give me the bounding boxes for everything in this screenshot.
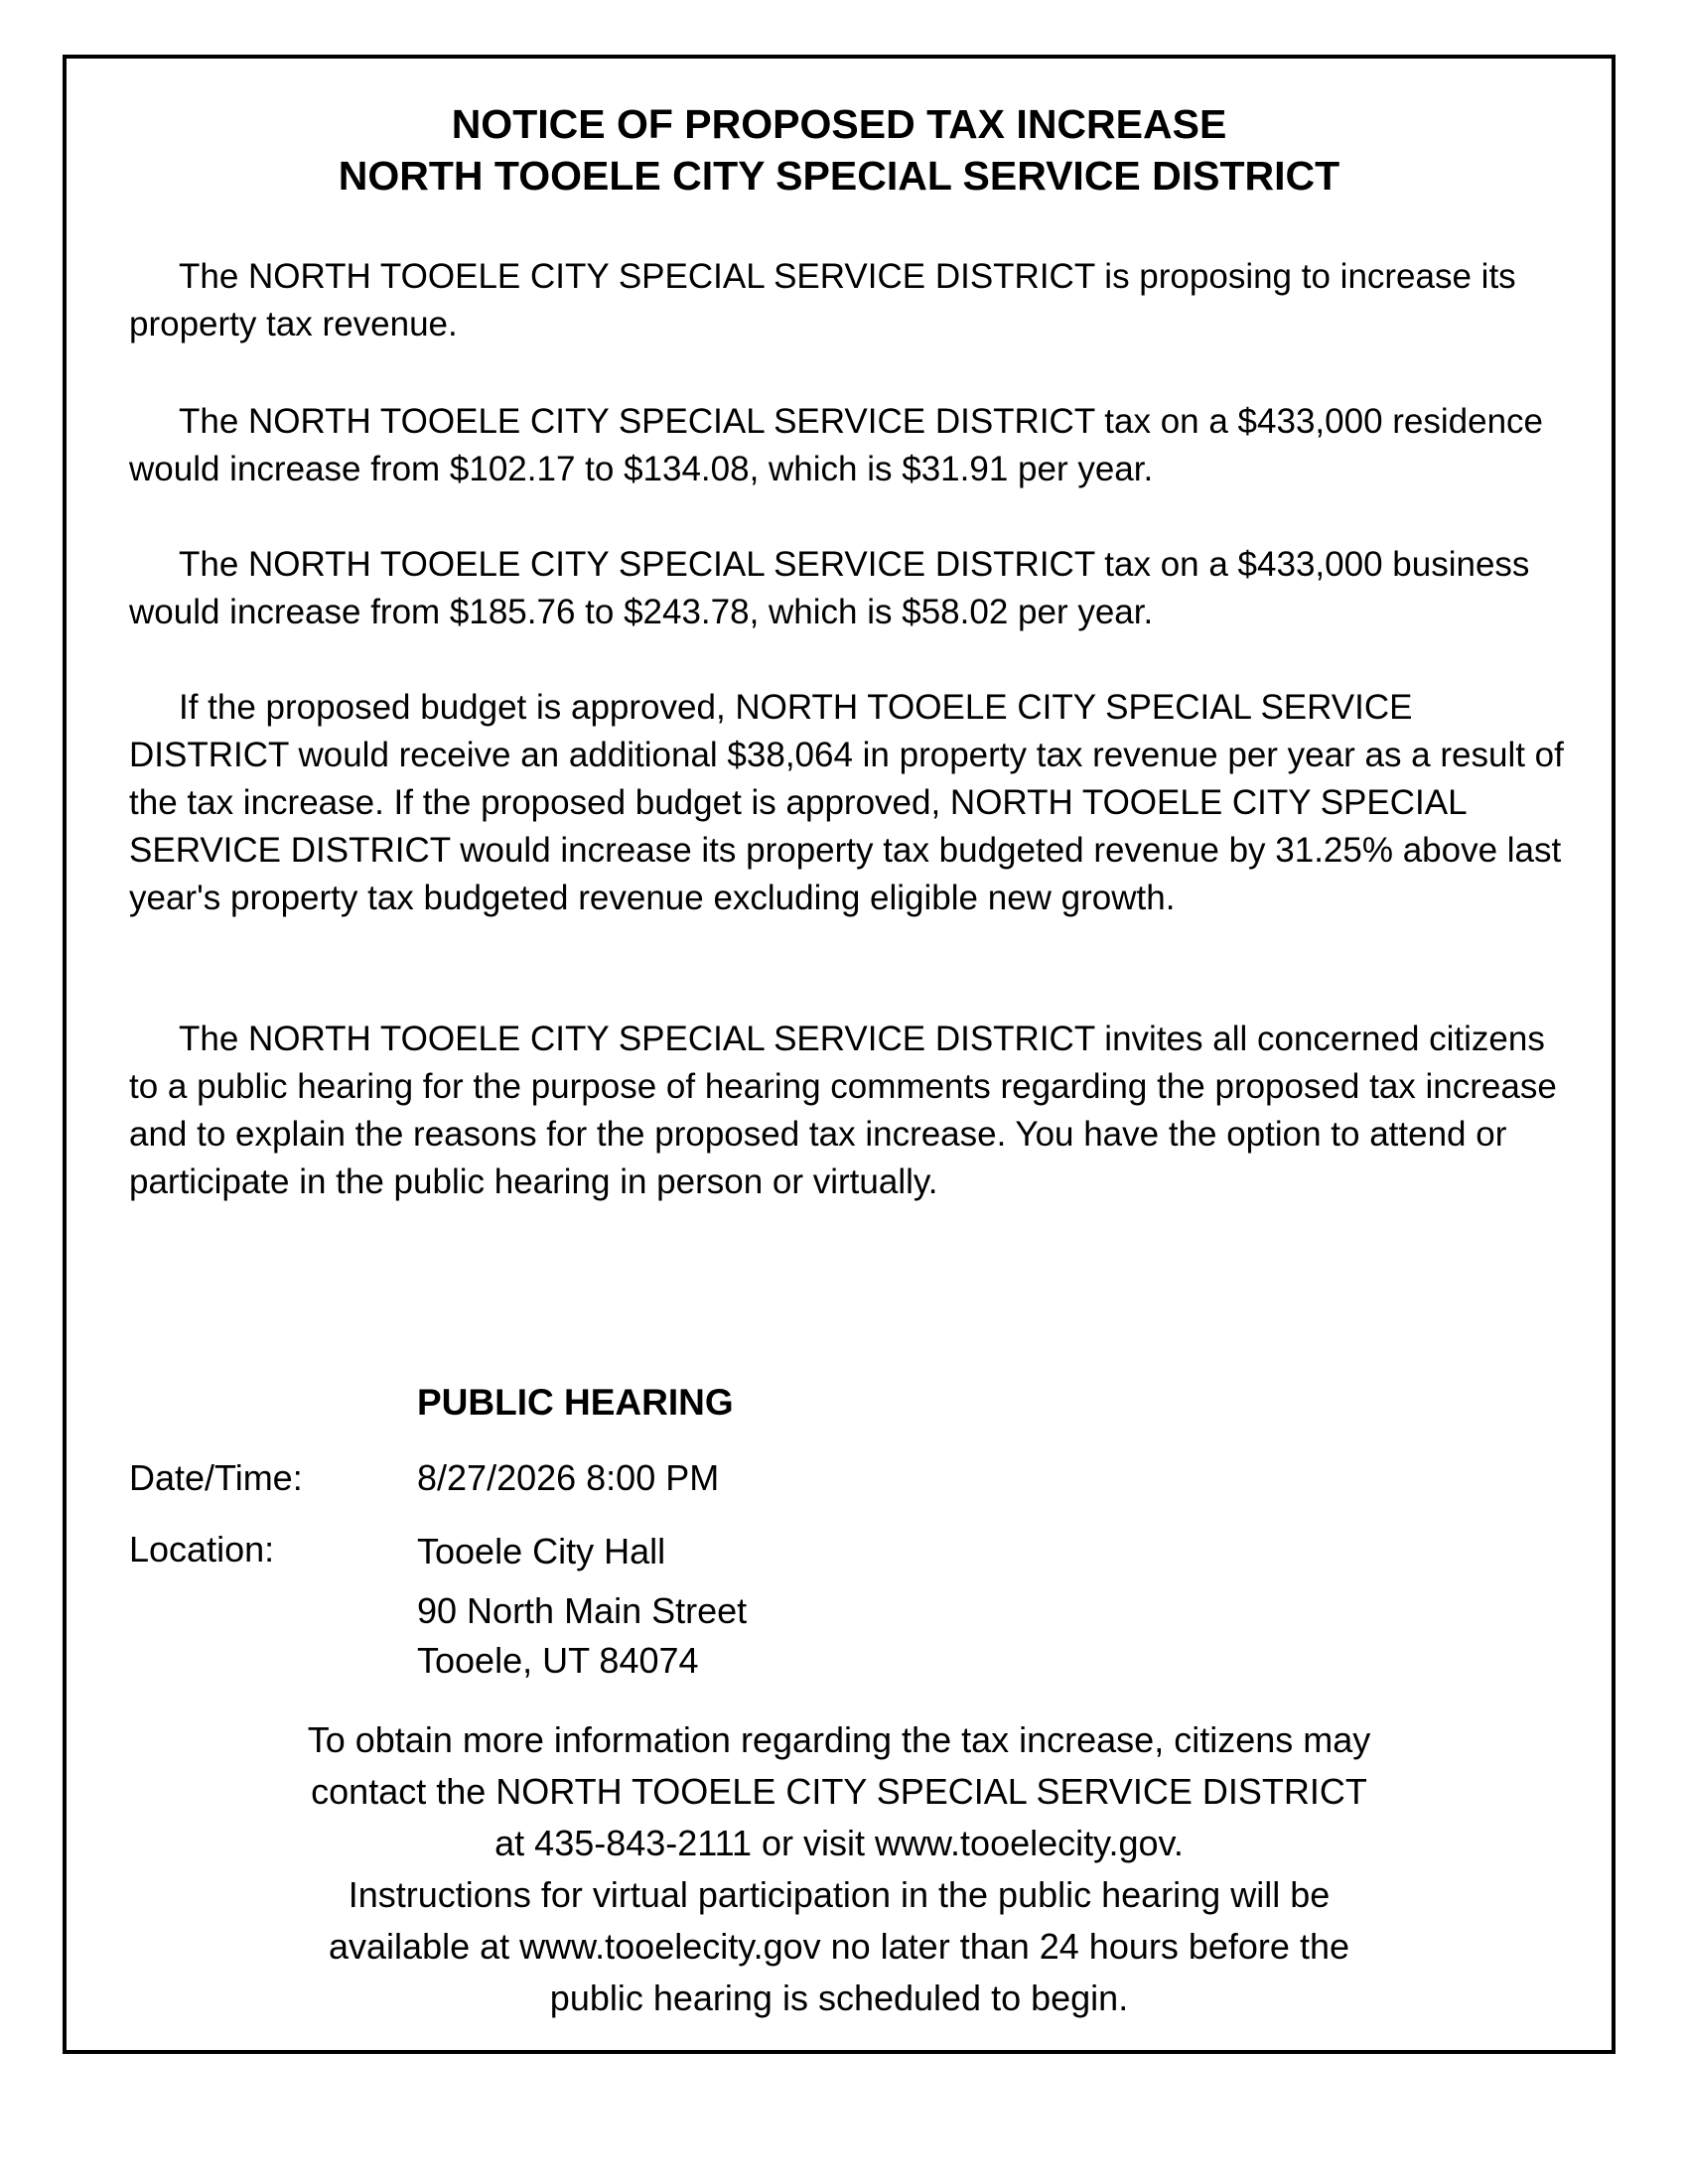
notice-title: NOTICE OF PROPOSED TAX INCREASE: [451, 101, 1227, 147]
contact-line: To obtain more information regarding the tax increase, citizens may: [307, 1719, 1371, 1760]
budget-paragraph: If the proposed budget is approved, NORTH TOOELE CITY SPECIAL SERVICE DISTRICT would receive an additional $38,064 in property tax revenue per year as a result of the tax increase. If the proposed budget is approved, NORTH TOOELE CITY SPECIAL SERVICE DISTRICT would increase its property tax budgeted revenue by 31.25% above last year's property tax budgeted revenue excluding eligible new growth.: [129, 688, 1564, 917]
contact-line: contact the NORTH TOOELE CITY SPECIAL SERVICE DISTRICT: [311, 1771, 1367, 1812]
notice-frame: [63, 55, 1616, 2054]
invitation-paragraph: The NORTH TOOELE CITY SPECIAL SERVICE DISTRICT invites all concerned citizens to a public hearing for the purpose of hearing comments regarding the proposed tax increase and to explain the reasons for the proposed tax increase. You have the option to attend or participate in the public hearing in person or virtually.: [129, 1020, 1557, 1201]
intro-paragraph: The NORTH TOOELE CITY SPECIAL SERVICE DISTRICT is proposing to increase its property tax revenue.: [129, 257, 1516, 343]
district-title: NORTH TOOELE CITY SPECIAL SERVICE DISTRICT: [338, 153, 1340, 199]
location-city: Tooele, UT 84074: [417, 1640, 699, 1681]
residence-tax-paragraph: The NORTH TOOELE CITY SPECIAL SERVICE DISTRICT tax on a $433,000 residence would increase from $102.17 to $134.08, which is $31.91 per year.: [129, 402, 1544, 488]
contact-line: public hearing is scheduled to begin.: [549, 1978, 1129, 2018]
contact-line: available at www.tooelecity.gov no later than 24 hours before the: [329, 1926, 1349, 1967]
location-venue: Tooele City Hall: [417, 1531, 666, 1571]
location-street: 90 North Main Street: [417, 1590, 748, 1631]
date-time-label: Date/Time:: [129, 1457, 303, 1498]
public-hearing-heading: PUBLIC HEARING: [417, 1382, 734, 1423]
location-label: Location:: [129, 1529, 275, 1570]
business-tax-paragraph: The NORTH TOOELE CITY SPECIAL SERVICE DISTRICT tax on a $433,000 business would increase from $185.76 to $243.78, which is $58.02 per year.: [129, 545, 1530, 631]
contact-line: at 435-843-2111 or visit www.tooelecity.gov.: [494, 1823, 1184, 1863]
contact-line: Instructions for virtual participation in the public hearing will be: [348, 1874, 1331, 1915]
contact-information: [67, 1714, 1612, 2024]
date-time-value: 8/27/2026 8:00 PM: [417, 1457, 720, 1498]
